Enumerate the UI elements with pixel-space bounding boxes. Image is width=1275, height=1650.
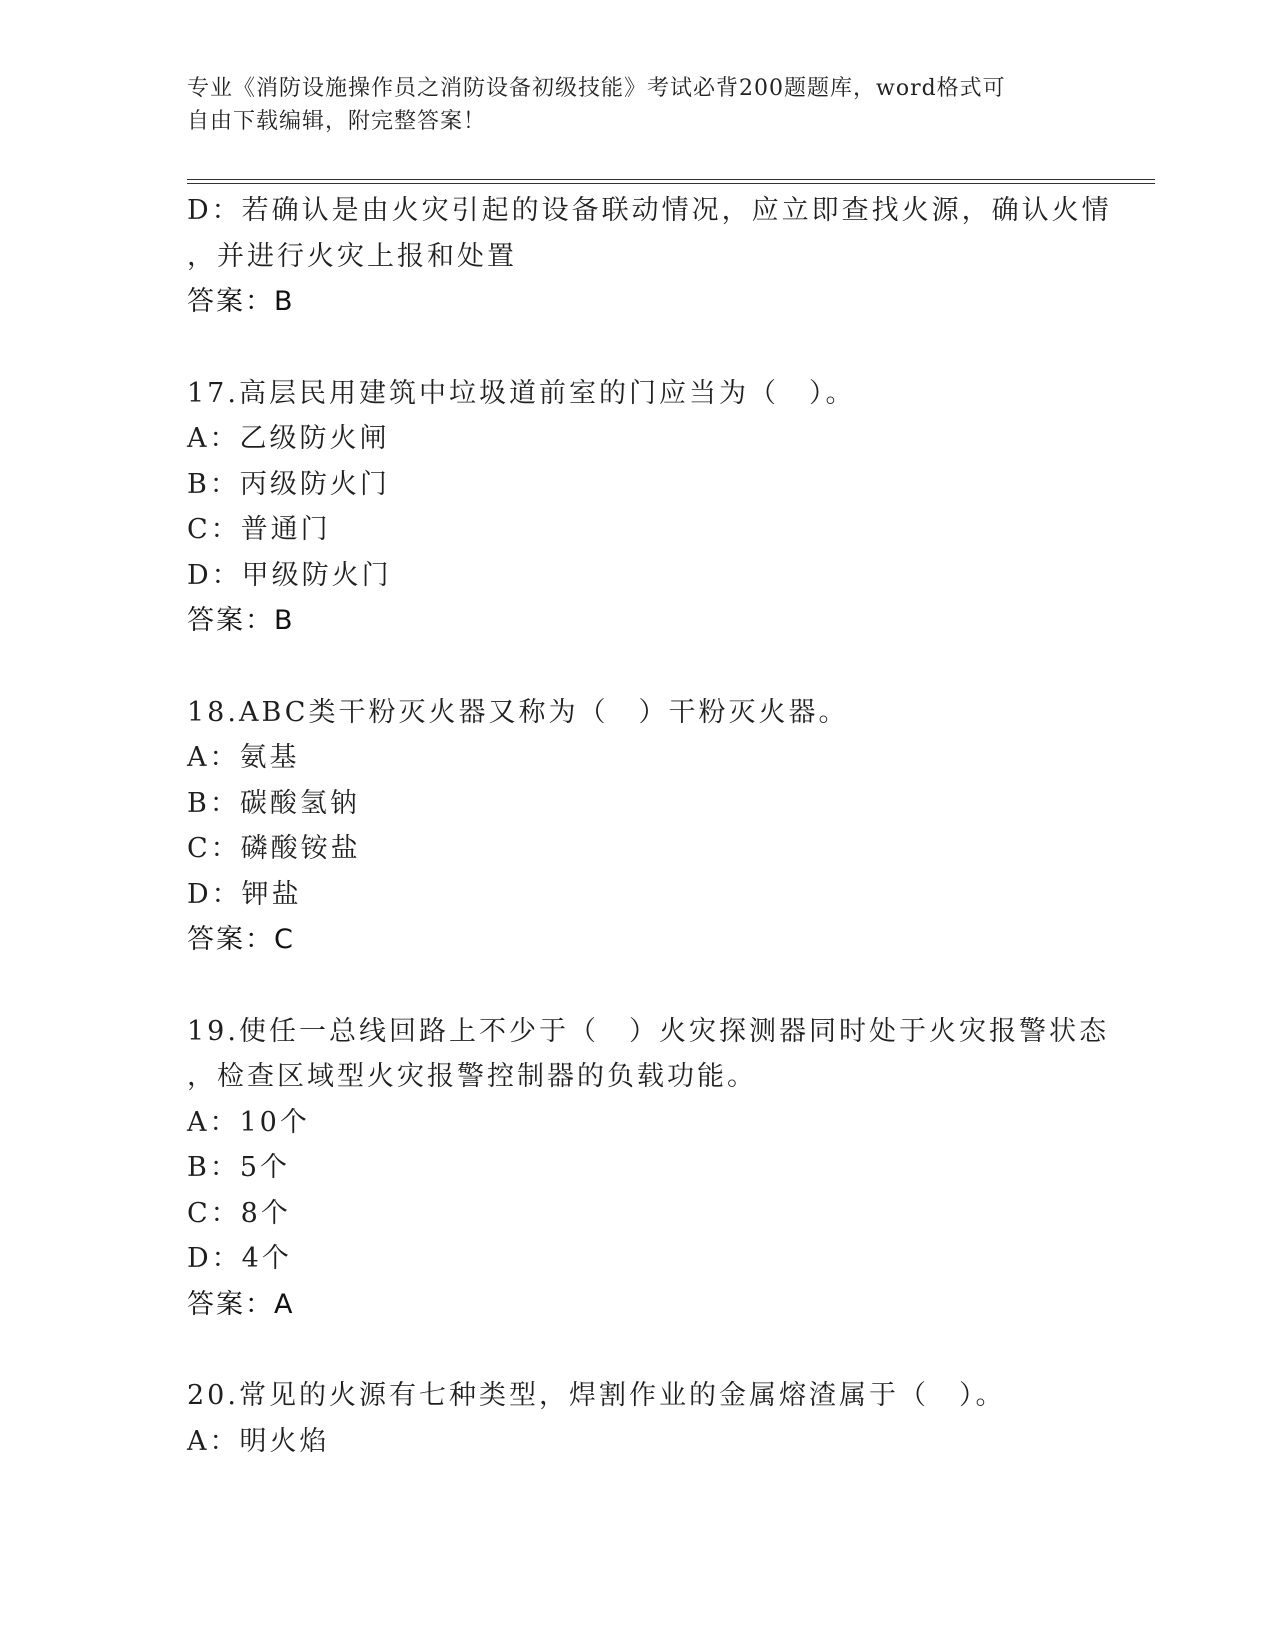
option-line: C：8个 xyxy=(187,1197,291,1229)
question-block xyxy=(187,371,1087,644)
block-spacer xyxy=(187,644,1087,690)
option-line: B：5个 xyxy=(187,1152,291,1183)
option-line: C：磷酸铵盐 xyxy=(187,833,361,864)
answer-line: 答案：A xyxy=(187,1288,295,1320)
option-line: D：4个 xyxy=(187,1243,292,1274)
question-text: ，检查区域型火灾报警控制器的负载功能。 xyxy=(187,1061,757,1092)
option-line: D：甲级防火门 xyxy=(187,559,392,591)
header-divider xyxy=(187,179,1155,184)
block-spacer xyxy=(187,963,1087,1009)
option-line: D：钾盐 xyxy=(187,878,302,910)
option-line: B：丙级防火门 xyxy=(187,468,390,500)
question-block xyxy=(187,1009,1109,1328)
block-spacer xyxy=(187,1327,1087,1373)
option-line: A：10个 xyxy=(187,1106,310,1138)
header-line-1: 专业《消防设施操作员之消防设备初级技能》考试必背200题题库，word格式可 xyxy=(187,76,1006,101)
question-block xyxy=(187,188,1112,325)
answer-line: 答案：B xyxy=(187,605,295,636)
option-line: D：若确认是由火灾引起的设备联动情况，应立即查找火源，确认火情 xyxy=(187,195,1112,226)
answer-line: 答案：B xyxy=(187,286,295,317)
question-text: ，并进行火灾上报和处置 xyxy=(187,240,517,272)
block-spacer xyxy=(187,325,1087,371)
question-text: 18.ABC类干粉灭火器又称为（ ）干粉灭火器。 xyxy=(187,696,849,728)
header-line-2: 自由下载编辑，附完整答案！ xyxy=(187,109,487,134)
answer-line: 答案：C xyxy=(187,924,295,955)
document-header xyxy=(187,72,1087,138)
option-line: A：氨基 xyxy=(187,742,300,773)
question-block xyxy=(187,1373,1087,1464)
option-line: A：明火焰 xyxy=(187,1425,330,1457)
option-line: B：碳酸氢钠 xyxy=(187,787,360,819)
question-block xyxy=(187,690,1087,963)
question-text: 20.常见的火源有七种类型，焊割作业的金属熔渣属于（ ）。 xyxy=(187,1380,1006,1411)
question-list xyxy=(187,188,1112,1464)
question-text: 19.使任一总线回路上不少于（ ）火灾探测器同时处于火灾报警状态 xyxy=(187,1015,1109,1047)
option-line: C：普通门 xyxy=(187,514,331,545)
option-line: A：乙级防火闸 xyxy=(187,423,390,454)
question-text: 17.高层民用建筑中垃圾道前室的门应当为（ ）。 xyxy=(187,377,856,409)
